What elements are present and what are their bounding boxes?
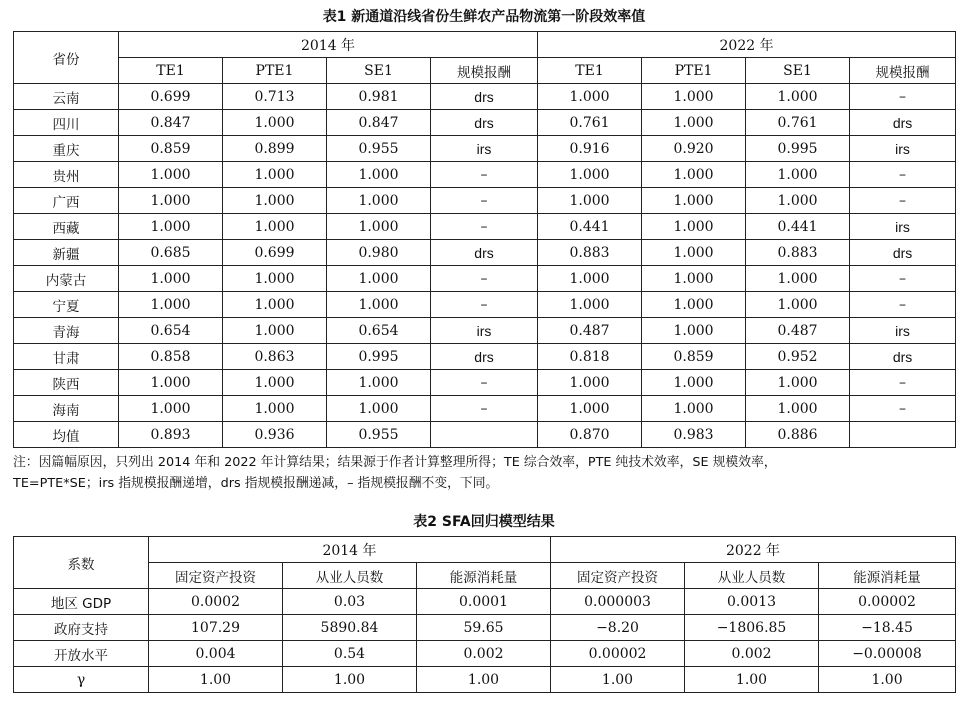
table-cell: 1.000: [538, 188, 642, 214]
table-cell: –: [850, 188, 956, 214]
row-label: 开放水平: [14, 641, 149, 667]
table-cell: [431, 422, 538, 448]
table-cell: −1806.85: [685, 615, 819, 641]
table-cell: 0.654: [327, 318, 431, 344]
table-cell: 1.000: [327, 292, 431, 318]
column-header: 规模报酬: [431, 58, 538, 84]
table-cell: 0.0013: [685, 589, 819, 615]
table-cell: 0.441: [746, 214, 850, 240]
table-cell: –: [850, 292, 956, 318]
table-note: [13, 452, 958, 494]
table-row: [14, 110, 956, 136]
table-cell: –: [850, 266, 956, 292]
table-cell: 1.000: [223, 214, 327, 240]
table-cell: 0.654: [119, 318, 223, 344]
table-cell: 5890.84: [283, 615, 417, 641]
table-cell: 0.761: [746, 110, 850, 136]
row-label: γ: [14, 667, 149, 693]
table-cell: 1.000: [119, 266, 223, 292]
table-cell: 1.000: [538, 84, 642, 110]
column-header: TE1: [538, 58, 642, 84]
table-cell: 59.65: [417, 615, 551, 641]
table-cell: 1.000: [223, 396, 327, 422]
table-cell: –: [431, 162, 538, 188]
table-cell: 1.000: [642, 292, 746, 318]
table-cell: 0.886: [746, 422, 850, 448]
efficiency-table: [13, 31, 956, 448]
table-cell: 1.000: [642, 266, 746, 292]
table-cell: 1.000: [642, 240, 746, 266]
note-line-1: 注：因篇幅原因，只列出 2014 年和 2022 年计算结果；结果源于作者计算整理所得；TE 综合效率，PTE 纯技术效率，SE 规模效率，: [13, 455, 777, 470]
table-cell: –: [850, 84, 956, 110]
table-cell: −18.45: [819, 615, 956, 641]
table-cell: 0.002: [685, 641, 819, 667]
column-header: 固定资产投资: [551, 563, 685, 589]
column-header: PTE1: [223, 58, 327, 84]
table-cell: 1.000: [746, 396, 850, 422]
table-cell: drs: [850, 344, 956, 370]
table-cell: 1.000: [327, 214, 431, 240]
table-cell: 0.955: [327, 422, 431, 448]
table-cell: 1.000: [223, 370, 327, 396]
table-cell: 0.487: [538, 318, 642, 344]
column-header: 能源消耗量: [819, 563, 956, 589]
row-label: 四川: [14, 110, 119, 136]
table-cell: 1.000: [119, 214, 223, 240]
table-row: [14, 589, 956, 615]
table-row: [14, 318, 956, 344]
year-header-2022: 2022 年: [538, 32, 956, 58]
sfa-regression-table: [13, 536, 956, 693]
row-label: 均值: [14, 422, 119, 448]
column-header: PTE1: [642, 58, 746, 84]
table-cell: drs: [431, 344, 538, 370]
table-cell: irs: [431, 318, 538, 344]
table-cell: 0.983: [642, 422, 746, 448]
row-label: 内蒙古: [14, 266, 119, 292]
table-cell: 0.981: [327, 84, 431, 110]
table-cell: 1.000: [223, 318, 327, 344]
table-cell: 0.002: [417, 641, 551, 667]
table-cell: 1.000: [642, 110, 746, 136]
table-cell: 1.00: [819, 667, 956, 693]
table-cell: 0.03: [283, 589, 417, 615]
table-cell: 0.847: [119, 110, 223, 136]
table-row: [14, 214, 956, 240]
table-cell: −8.20: [551, 615, 685, 641]
table-cell: –: [431, 370, 538, 396]
table-cell: 1.00: [417, 667, 551, 693]
row-label: 海南: [14, 396, 119, 422]
table-cell: –: [431, 396, 538, 422]
table-cell: 1.00: [685, 667, 819, 693]
column-header: 从业人员数: [685, 563, 819, 589]
table-cell: drs: [850, 240, 956, 266]
column-header: 从业人员数: [283, 563, 417, 589]
table-cell: –: [431, 266, 538, 292]
table-cell: drs: [431, 110, 538, 136]
table-cell: 1.000: [538, 292, 642, 318]
table-cell: 1.000: [223, 110, 327, 136]
table-cell: 0.883: [746, 240, 850, 266]
table-cell: 1.000: [746, 162, 850, 188]
table-row: [14, 136, 956, 162]
table-cell: 1.000: [327, 396, 431, 422]
table-row: [14, 84, 956, 110]
table-cell: 1.000: [642, 162, 746, 188]
table-cell: 0.980: [327, 240, 431, 266]
table-cell: 0.858: [119, 344, 223, 370]
table-cell: 1.00: [283, 667, 417, 693]
table-cell: 0.936: [223, 422, 327, 448]
table2-caption: 表2 SFA回归模型结果: [413, 514, 555, 530]
table-cell: [850, 422, 956, 448]
table-cell: 0.893: [119, 422, 223, 448]
table-cell: 0.955: [327, 136, 431, 162]
table-row: [14, 667, 956, 693]
table-cell: 0.00002: [819, 589, 956, 615]
table-cell: 0.699: [119, 84, 223, 110]
table-cell: 0.00002: [551, 641, 685, 667]
table-cell: 0.441: [538, 214, 642, 240]
table-cell: 1.000: [327, 188, 431, 214]
table-cell: –: [431, 292, 538, 318]
table-cell: 0.995: [746, 136, 850, 162]
row-label: 甘肃: [14, 344, 119, 370]
row-label: 新疆: [14, 240, 119, 266]
table-cell: 0.0001: [417, 589, 551, 615]
row-label: 广西: [14, 188, 119, 214]
table-cell: 0.920: [642, 136, 746, 162]
table-cell: 1.00: [149, 667, 283, 693]
table-cell: 0.995: [327, 344, 431, 370]
table-cell: 1.000: [642, 318, 746, 344]
table-cell: 0.899: [223, 136, 327, 162]
table-cell: 0.685: [119, 240, 223, 266]
table-cell: 0.952: [746, 344, 850, 370]
table-row: [14, 344, 956, 370]
table-cell: 1.000: [538, 162, 642, 188]
table-cell: 0.487: [746, 318, 850, 344]
year-header-2014: 2014 年: [119, 32, 538, 58]
column-header: SE1: [327, 58, 431, 84]
table-cell: 1.000: [119, 162, 223, 188]
table-cell: 1.000: [119, 292, 223, 318]
table-cell: 0.883: [538, 240, 642, 266]
row-label: 贵州: [14, 162, 119, 188]
row-label: 重庆: [14, 136, 119, 162]
year-header-2014: 2014 年: [149, 537, 551, 563]
table-cell: 0.818: [538, 344, 642, 370]
table-cell: drs: [431, 240, 538, 266]
table-cell: 1.000: [223, 162, 327, 188]
table-row: [14, 615, 956, 641]
table-cell: 0.870: [538, 422, 642, 448]
row-header-province: 省份: [14, 32, 119, 84]
row-header-coefficient: 系数: [14, 537, 149, 589]
table-cell: 0.713: [223, 84, 327, 110]
table-cell: 1.000: [642, 214, 746, 240]
table-cell: 1.000: [223, 266, 327, 292]
table-cell: –: [431, 214, 538, 240]
column-header: 固定资产投资: [149, 563, 283, 589]
table-cell: 0.004: [149, 641, 283, 667]
table-row: [14, 641, 956, 667]
row-label: 西藏: [14, 214, 119, 240]
note-line-2: TE=PTE*SE；irs 指规模报酬递增，drs 指规模报酬递减，– 指规模报酬不变，下同。: [13, 476, 499, 491]
table-row: [14, 162, 956, 188]
table-cell: drs: [850, 110, 956, 136]
table-row: [14, 422, 956, 448]
table-cell: 1.000: [746, 84, 850, 110]
table-cell: 1.000: [746, 266, 850, 292]
table-cell: 0.916: [538, 136, 642, 162]
table-cell: 107.29: [149, 615, 283, 641]
table-cell: 1.000: [538, 370, 642, 396]
table-row: [14, 240, 956, 266]
table-cell: –: [850, 396, 956, 422]
table-cell: 1.000: [746, 370, 850, 396]
table-cell: 1.000: [327, 162, 431, 188]
row-label: 政府支持: [14, 615, 149, 641]
table-cell: 1.000: [223, 188, 327, 214]
table1-caption: 表1 新通道沿线省份生鲜农产品物流第一阶段效率值: [322, 9, 646, 25]
table-row: [14, 188, 956, 214]
row-label: 陕西: [14, 370, 119, 396]
table-cell: 1.000: [119, 370, 223, 396]
table-cell: –: [850, 370, 956, 396]
table-cell: –: [431, 188, 538, 214]
table-cell: −0.00008: [819, 641, 956, 667]
row-label: 地区 GDP: [14, 589, 149, 615]
table-cell: 1.000: [327, 266, 431, 292]
table-cell: 1.00: [551, 667, 685, 693]
table-row: [14, 266, 956, 292]
table-row: [14, 292, 956, 318]
table-cell: 1.000: [746, 188, 850, 214]
table-cell: 1.000: [642, 396, 746, 422]
table-cell: irs: [850, 214, 956, 240]
table-cell: 0.54: [283, 641, 417, 667]
table-cell: 0.859: [119, 136, 223, 162]
table-cell: –: [850, 162, 956, 188]
year-header-2022: 2022 年: [551, 537, 956, 563]
table-cell: 1.000: [746, 292, 850, 318]
table-row: [14, 396, 956, 422]
table-cell: 1.000: [119, 188, 223, 214]
table-cell: drs: [431, 84, 538, 110]
table-cell: 0.699: [223, 240, 327, 266]
row-label: 青海: [14, 318, 119, 344]
table-cell: 0.000003: [551, 589, 685, 615]
table-cell: 0.847: [327, 110, 431, 136]
row-label: 云南: [14, 84, 119, 110]
table-cell: 1.000: [642, 188, 746, 214]
table-cell: 0.0002: [149, 589, 283, 615]
table-cell: 0.859: [642, 344, 746, 370]
row-label: 宁夏: [14, 292, 119, 318]
column-header: SE1: [746, 58, 850, 84]
table-cell: 1.000: [642, 370, 746, 396]
table-cell: 1.000: [223, 292, 327, 318]
table-cell: 1.000: [642, 84, 746, 110]
table-cell: 0.761: [538, 110, 642, 136]
table-cell: irs: [850, 318, 956, 344]
table-cell: 0.863: [223, 344, 327, 370]
column-header: 规模报酬: [850, 58, 956, 84]
column-header: TE1: [119, 58, 223, 84]
table-cell: irs: [850, 136, 956, 162]
table-cell: 1.000: [327, 370, 431, 396]
table-row: [14, 370, 956, 396]
column-header: 能源消耗量: [417, 563, 551, 589]
table-cell: 1.000: [538, 396, 642, 422]
table-cell: 1.000: [119, 396, 223, 422]
table-cell: irs: [431, 136, 538, 162]
table-cell: 1.000: [538, 266, 642, 292]
